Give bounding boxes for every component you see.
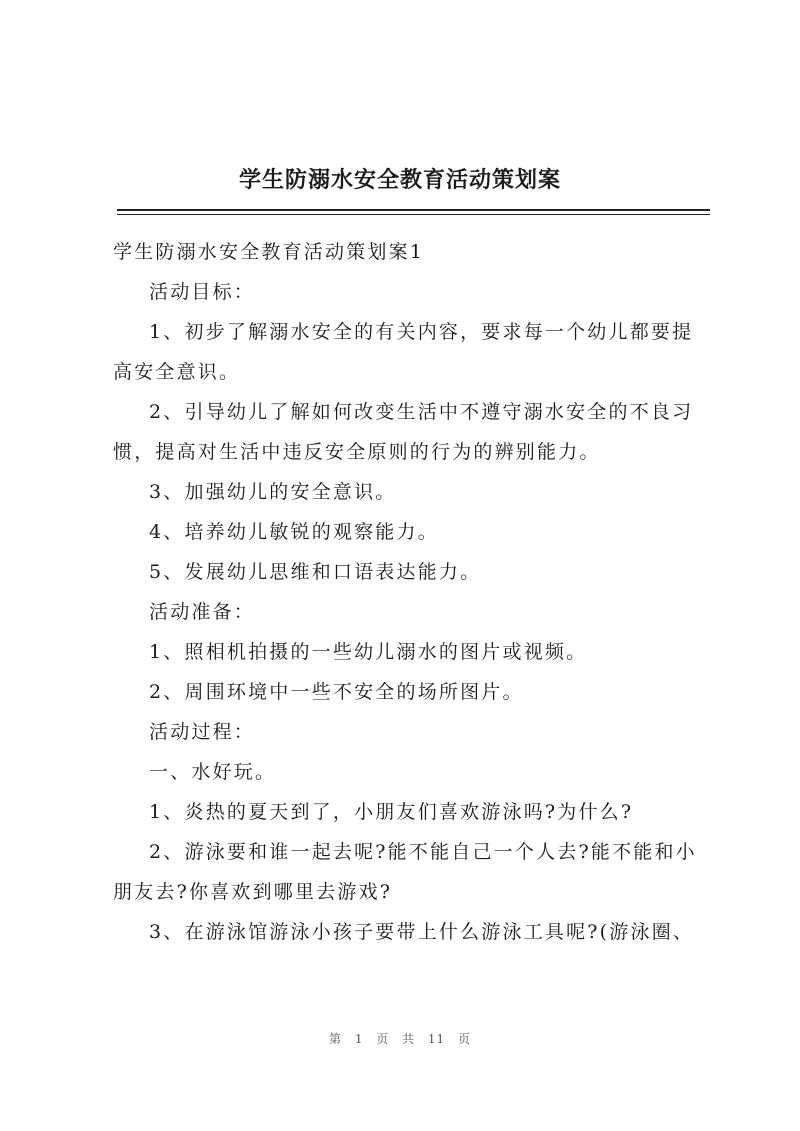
paragraph: 1、炎热的夏天到了，小朋友们喜欢游泳吗?为什么? [149,801,634,823]
paragraph: 活动过程： [149,721,256,743]
paragraph: 3、在游泳馆游泳小孩子要带上什么游泳工具呢?(游泳圈、 [149,921,695,943]
title-rule-thin [117,214,710,215]
title-rule-thick [117,209,710,211]
paragraph: 1、初步了解溺水安全的有关内容，要求每一个幼儿都要提高安全意识。 [113,321,694,383]
paragraph: 2、周围环境中一些不安全的场所图片。 [149,681,524,703]
document-title: 学生防溺水安全教育活动策划案 [238,167,561,193]
paragraph: 3、加强幼儿的安全意识。 [149,481,397,503]
paragraph: 活动准备： [149,601,256,623]
paragraph: 活动目标： [149,281,256,303]
paragraph: 2、游泳要和谁一起去呢?能不能自己一个人去?能不能和小朋友去?你喜欢到哪里去游戏? [113,841,697,903]
paragraph: 1、照相机拍摄的一些幼儿溺水的图片或视频。 [149,641,588,663]
paragraph: 2、引导幼儿了解如何改变生活中不遵守溺水安全的不良习惯，提高对生活中违反安全原则的行为的辨别能力。 [113,401,694,463]
page-footer: 第 1 页 共 11 页 [329,1032,471,1046]
paragraph: 学生防溺水安全教育活动策划案1 [113,241,425,263]
paragraph: 5、发展幼儿思维和口语表达能力。 [149,561,482,583]
paragraph: 一、水好玩。 [149,761,277,783]
document-body [113,232,703,952]
paragraph: 4、培养幼儿敏锐的观察能力。 [149,521,439,543]
